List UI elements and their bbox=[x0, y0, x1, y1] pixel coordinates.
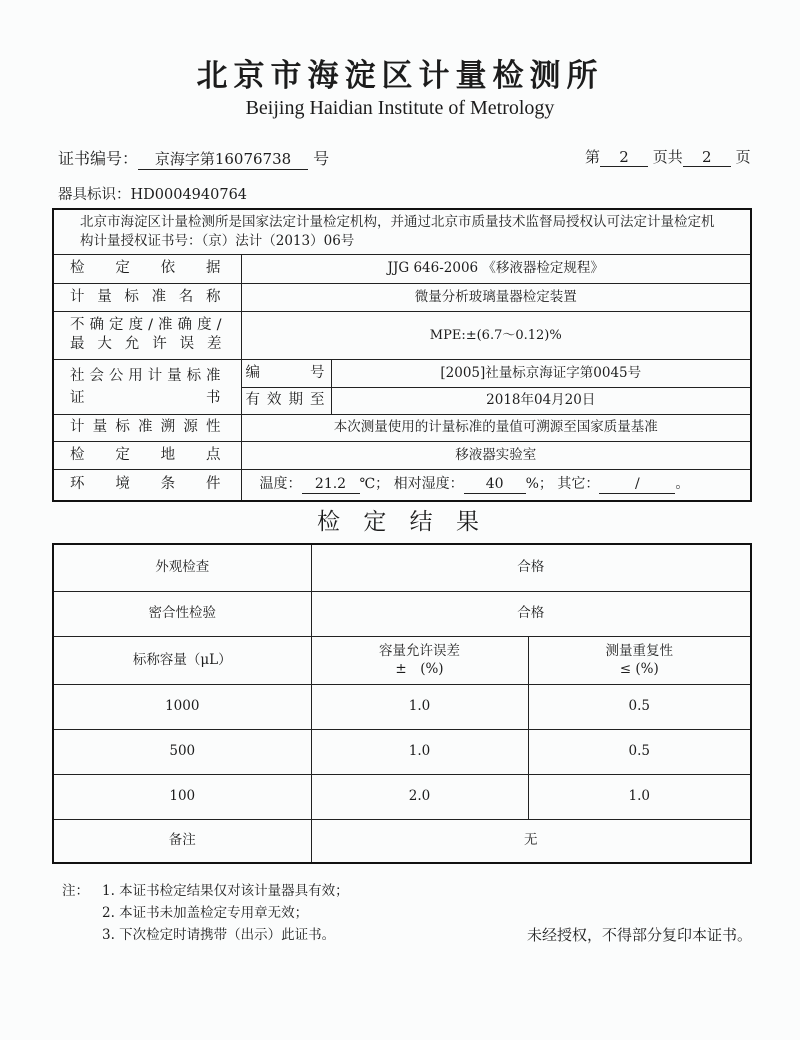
notes-label: 注： bbox=[62, 883, 89, 899]
value-environment bbox=[241, 469, 751, 501]
info-table bbox=[52, 208, 752, 502]
cert-suffix: 号 bbox=[313, 149, 330, 168]
label-public-cert: 社会公用计量标准证书 bbox=[53, 359, 241, 414]
label-valid-until: 有效期至 bbox=[241, 387, 331, 414]
value-uncertainty: MPE:±(6.7～0.12)% bbox=[241, 311, 751, 359]
humidity-unit: %； bbox=[525, 475, 553, 492]
cell-capacity: 1000 bbox=[53, 684, 311, 729]
cell-capacity: 500 bbox=[53, 729, 311, 774]
device-value: HD0004940764 bbox=[130, 187, 248, 203]
page-subtitle: Beijing Haidian Institute of Metrology bbox=[245, 97, 555, 119]
value-standard-name: 微量分析玻璃量器检定装置 bbox=[241, 283, 751, 311]
cert-no: 京海字第16076738 bbox=[138, 148, 308, 170]
page-total: 2 bbox=[683, 148, 731, 167]
label-uncertainty: 不确定度/准确度/最大允许误差 bbox=[53, 311, 241, 359]
device-label: 器具标识： bbox=[58, 187, 131, 203]
header-capacity: 标称容量（μL） bbox=[53, 636, 311, 684]
note-item: 2. 本证书未加盖检定专用章无效； bbox=[102, 905, 309, 921]
value-traceability: 本次测量使用的计量标准的量值可溯源至国家质量基准 bbox=[241, 414, 751, 441]
label-appearance: 外观检查 bbox=[53, 544, 311, 591]
value-basis: JJG 646-2006 《移液器检定规程》 bbox=[241, 254, 751, 283]
table-row bbox=[53, 684, 751, 729]
page-title: 北京市海淀区计量检测所 bbox=[196, 58, 604, 94]
page-count bbox=[585, 146, 751, 167]
page-mid: 页共 bbox=[652, 148, 683, 166]
results-table bbox=[52, 543, 752, 864]
value-valid-until: 2018年04月20日 bbox=[331, 387, 751, 414]
cell-capacity: 100 bbox=[53, 774, 311, 819]
cell-tolerance: 1.0 bbox=[311, 684, 528, 729]
header-tolerance: 容量允许误差 ± (%) bbox=[311, 636, 528, 684]
label-cert-no: 编号 bbox=[241, 359, 331, 387]
label-remark: 备注 bbox=[53, 819, 311, 863]
cell-tolerance: 2.0 bbox=[311, 774, 528, 819]
value-seal: 合格 bbox=[311, 591, 751, 636]
page-pre: 第 bbox=[585, 148, 601, 166]
humidity-label: 相对湿度： bbox=[393, 475, 464, 492]
other-value: / bbox=[599, 476, 675, 494]
other-label: 其它： bbox=[557, 475, 600, 492]
temp-label: 温度： bbox=[259, 475, 302, 492]
notes bbox=[52, 880, 752, 946]
table-row bbox=[53, 774, 751, 819]
document-body bbox=[52, 208, 752, 946]
results-title: 检 定 结 果 bbox=[317, 509, 487, 535]
note-item: 3. 下次检定时请携带（出示）此证书。 bbox=[102, 927, 336, 943]
label-location: 检定地点 bbox=[53, 441, 241, 469]
copyright-notice: 未经授权，不得部分复印本证书。 bbox=[526, 926, 752, 944]
label-standard-name: 计量标准名称 bbox=[53, 283, 241, 311]
value-cert-no: [2005]社量标京海证字第0045号 bbox=[331, 359, 751, 387]
period: 。 bbox=[675, 475, 690, 492]
humidity-value: 40 bbox=[464, 476, 526, 494]
label-traceability: 计量标准溯源性 bbox=[53, 414, 241, 441]
intro-text: 北京市海淀区计量检测所是国家法定计量检定机构，并通过北京市质量技术监督局授权认可法定计量检定机构计量授权证书号：（京）法计（2013）06号 bbox=[53, 209, 751, 254]
table-row bbox=[53, 729, 751, 774]
page-no: 2 bbox=[600, 148, 648, 167]
value-remark: 无 bbox=[311, 819, 751, 863]
value-location: 移液器实验室 bbox=[241, 441, 751, 469]
note-item: 1. 本证书检定结果仅对该计量器具有效； bbox=[102, 883, 349, 899]
cert-label: 证书编号： bbox=[58, 149, 139, 168]
device-id bbox=[58, 183, 247, 204]
cell-repeatability: 0.5 bbox=[528, 729, 751, 774]
header-repeatability: 测量重复性 ≤ (%) bbox=[528, 636, 751, 684]
cell-repeatability: 0.5 bbox=[528, 684, 751, 729]
value-appearance: 合格 bbox=[311, 544, 751, 591]
certificate-number bbox=[58, 146, 329, 170]
label-basis: 检定依据 bbox=[53, 254, 241, 283]
cell-tolerance: 1.0 bbox=[311, 729, 528, 774]
label-environment: 环境条件 bbox=[53, 469, 241, 501]
temp-value: 21.2 bbox=[302, 476, 360, 494]
label-seal: 密合性检验 bbox=[53, 591, 311, 636]
temp-unit: ℃； bbox=[359, 475, 390, 492]
cell-repeatability: 1.0 bbox=[528, 774, 751, 819]
page-post: 页 bbox=[735, 148, 751, 166]
